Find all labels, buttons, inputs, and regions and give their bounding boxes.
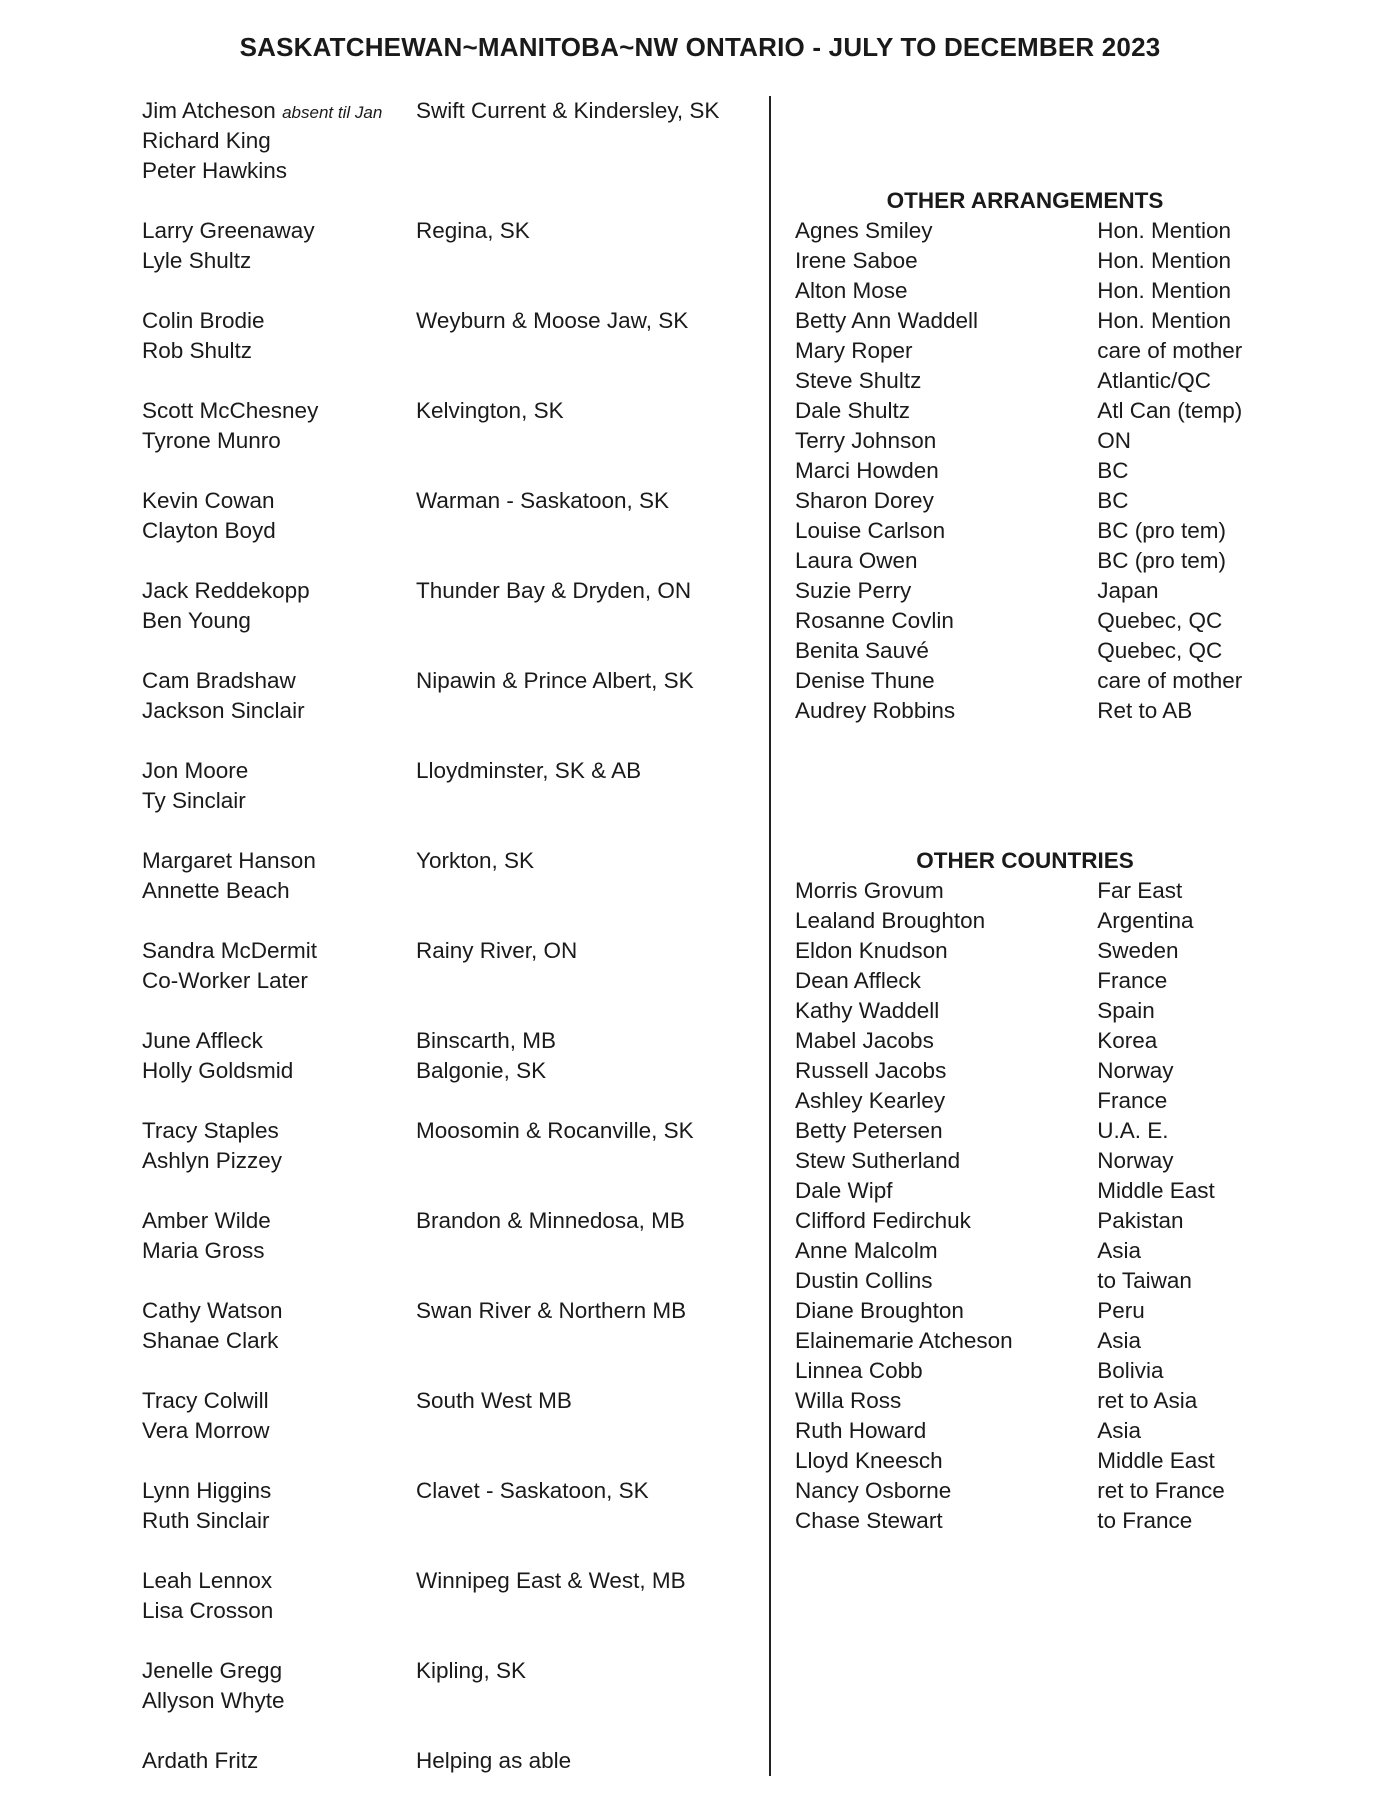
location-text: Yorkton, SK: [416, 848, 534, 873]
location-text: Swan River & Northern MB: [416, 1298, 687, 1323]
worker-name: [142, 486, 416, 516]
arrangement-row: [795, 636, 1275, 666]
worker-name: [142, 246, 416, 276]
location-text: Warman - Saskatoon, SK: [416, 488, 670, 513]
entry-name: Willa Ross: [795, 1388, 902, 1413]
worker-name: [142, 1416, 416, 1446]
entry-name: Irene Saboe: [795, 248, 918, 273]
worker-name: [142, 216, 416, 246]
assignment-names: [142, 1116, 416, 1176]
worker-name-text: Richard King: [142, 128, 271, 153]
arrangement-row: [795, 666, 1275, 696]
worker-name-text: Holly Goldsmid: [142, 1058, 294, 1083]
country-row: [795, 1206, 1275, 1236]
entry-name: Louise Carlson: [795, 518, 946, 543]
country-row: [795, 1326, 1275, 1356]
location-text: South West MB: [416, 1388, 572, 1413]
entry-name: Mabel Jacobs: [795, 1028, 934, 1053]
arrangement-row: [795, 246, 1275, 276]
worker-name-text: Clayton Boyd: [142, 518, 276, 543]
assignment-locations: [416, 1116, 756, 1176]
worker-name-text: Peter Hawkins: [142, 158, 288, 183]
location-text: Swift Current & Kindersley, SK: [416, 98, 720, 123]
worker-name: [142, 846, 416, 876]
assignment-names: [142, 396, 416, 456]
arrangement-row: [795, 396, 1275, 426]
worker-name-text: Kevin Cowan: [142, 488, 275, 513]
entry-name: Agnes Smiley: [795, 218, 933, 243]
location-text: Helping as able: [416, 1748, 572, 1773]
assignments-list: [142, 96, 762, 1806]
country-row: [795, 1056, 1275, 1086]
arrangement-row: [795, 576, 1275, 606]
other-countries-section: [795, 846, 1275, 1536]
assignment-group: [142, 306, 762, 366]
worker-name-text: Leah Lennox: [142, 1568, 273, 1593]
assignment-names: [142, 1656, 416, 1716]
assignment-names: [142, 1386, 416, 1446]
assignment-group: [142, 846, 762, 906]
country-row: [795, 1446, 1275, 1476]
worker-name: [142, 666, 416, 696]
entry-name: Rosanne Covlin: [795, 608, 954, 633]
column-divider: [769, 96, 771, 1776]
worker-name-text: Ty Sinclair: [142, 788, 246, 813]
worker-name: [142, 606, 416, 636]
assignment-locations: [416, 1566, 756, 1626]
assignment-locations: [416, 1476, 756, 1536]
entry-value: to Taiwan: [1097, 1268, 1192, 1293]
worker-name-text: Larry Greenaway: [142, 218, 315, 243]
assignment-group: [142, 1746, 762, 1776]
country-row: [795, 996, 1275, 1026]
entry-value: ret to France: [1097, 1478, 1225, 1503]
worker-name-text: Jon Moore: [142, 758, 249, 783]
entry-value: BC (pro tem): [1097, 518, 1226, 543]
entry-name: Ruth Howard: [795, 1418, 927, 1443]
assignment-group: [142, 1116, 762, 1176]
entry-name: Dale Wipf: [795, 1178, 893, 1203]
entry-name: Denise Thune: [795, 668, 935, 693]
assignment-group: [142, 756, 762, 816]
worker-name: [142, 1056, 416, 1086]
assignment-locations: [416, 936, 756, 996]
location-text: Balgonie, SK: [416, 1058, 547, 1083]
worker-name-text: Ashlyn Pizzey: [142, 1148, 283, 1173]
worker-name: [142, 786, 416, 816]
worker-name-text: Co-Worker Later: [142, 968, 308, 993]
entry-name: Alton Mose: [795, 278, 908, 303]
assignment-locations: [416, 846, 756, 906]
assignment-names: [142, 96, 416, 186]
country-row: [795, 1176, 1275, 1206]
worker-name: [142, 1686, 416, 1716]
entry-name: Clifford Fedirchuk: [795, 1208, 971, 1233]
entry-name: Laura Owen: [795, 548, 918, 573]
location-text: Kelvington, SK: [416, 398, 564, 423]
entry-value: Hon. Mention: [1097, 218, 1232, 243]
entry-name: Benita Sauvé: [795, 638, 929, 663]
worker-name: [142, 1596, 416, 1626]
worker-name: [142, 696, 416, 726]
worker-name-text: Margaret Hanson: [142, 848, 316, 873]
entry-value: Middle East: [1097, 1448, 1215, 1473]
entry-name: Elainemarie Atcheson: [795, 1328, 1013, 1353]
entry-value: Asia: [1097, 1328, 1141, 1353]
assignment-group: [142, 1296, 762, 1356]
arrangement-row: [795, 696, 1275, 726]
location-text: Binscarth, MB: [416, 1028, 557, 1053]
arrangement-row: [795, 606, 1275, 636]
absence-note: absent til Jan: [282, 103, 383, 122]
worker-name-text: Scott McChesney: [142, 398, 319, 423]
assignment-names: [142, 486, 416, 546]
worker-name-text: Jackson Sinclair: [142, 698, 305, 723]
worker-name-text: Ardath Fritz: [142, 1748, 259, 1773]
other-countries-header: OTHER COUNTRIES: [916, 848, 1134, 873]
worker-name: [142, 1206, 416, 1236]
entry-name: Kathy Waddell: [795, 998, 940, 1023]
worker-name-text: Jenelle Gregg: [142, 1658, 283, 1683]
arrangement-row: [795, 546, 1275, 576]
worker-name: [142, 96, 416, 126]
assignment-names: [142, 936, 416, 996]
country-row: [795, 1416, 1275, 1446]
entry-name: Marci Howden: [795, 458, 939, 483]
entry-name: Morris Grovum: [795, 878, 944, 903]
other-arrangements-section: [795, 186, 1275, 726]
entry-name: Dean Affleck: [795, 968, 921, 993]
worker-name: [142, 936, 416, 966]
location-text: Weyburn & Moose Jaw, SK: [416, 308, 689, 333]
entry-value: Pakistan: [1097, 1208, 1184, 1233]
entry-value: Argentina: [1097, 908, 1194, 933]
assignment-names: [142, 1026, 416, 1086]
entry-name: Ashley Kearley: [795, 1088, 946, 1113]
location-text: Thunder Bay & Dryden, ON: [416, 578, 692, 603]
country-row: [795, 876, 1275, 906]
worker-name: [142, 1506, 416, 1536]
entry-value: Asia: [1097, 1418, 1141, 1443]
location-text: Brandon & Minnedosa, MB: [416, 1208, 685, 1233]
worker-name: [142, 966, 416, 996]
assignment-locations: [416, 666, 756, 726]
worker-name-text: Lynn Higgins: [142, 1478, 272, 1503]
country-row: [795, 936, 1275, 966]
entry-name: Russell Jacobs: [795, 1058, 947, 1083]
worker-name-text: Lyle Shultz: [142, 248, 252, 273]
worker-name-text: June Affleck: [142, 1028, 263, 1053]
entry-value: Middle East: [1097, 1178, 1215, 1203]
assignment-locations: [416, 576, 756, 636]
entry-name: Diane Broughton: [795, 1298, 964, 1323]
entry-value: BC: [1097, 488, 1129, 513]
entry-name: Mary Roper: [795, 338, 913, 363]
location-text: Moosomin & Rocanville, SK: [416, 1118, 694, 1143]
worker-name: [142, 336, 416, 366]
country-row: [795, 1356, 1275, 1386]
entry-value: Korea: [1097, 1028, 1158, 1053]
worker-name: [142, 756, 416, 786]
entry-name: Eldon Knudson: [795, 938, 948, 963]
worker-name-text: Colin Brodie: [142, 308, 265, 333]
arrangement-row: [795, 456, 1275, 486]
entry-value: Hon. Mention: [1097, 278, 1232, 303]
worker-name: [142, 1146, 416, 1176]
assignment-names: [142, 666, 416, 726]
entry-value: care of mother: [1097, 338, 1243, 363]
worker-name: [142, 1656, 416, 1686]
entry-value: France: [1097, 968, 1168, 993]
assignment-group: [142, 96, 762, 186]
entry-value: Peru: [1097, 1298, 1145, 1323]
assignment-locations: [416, 1746, 756, 1776]
location-text: Lloydminster, SK & AB: [416, 758, 642, 783]
arrangement-row: [795, 336, 1275, 366]
entry-name: Dale Shultz: [795, 398, 911, 423]
assignment-group: [142, 1566, 762, 1626]
worker-name: [142, 1116, 416, 1146]
worker-name-text: Ruth Sinclair: [142, 1508, 270, 1533]
country-row: [795, 966, 1275, 996]
assignment-group: [142, 1206, 762, 1266]
entry-name: Dustin Collins: [795, 1268, 933, 1293]
country-row: [795, 1476, 1275, 1506]
assignment-locations: [416, 1656, 756, 1716]
worker-name-text: Allyson Whyte: [142, 1688, 285, 1713]
location-text: Clavet - Saskatoon, SK: [416, 1478, 649, 1503]
worker-name-text: Vera Morrow: [142, 1418, 270, 1443]
worker-name: [142, 426, 416, 456]
worker-name-text: Tracy Colwill: [142, 1388, 269, 1413]
entry-name: Anne Malcolm: [795, 1238, 938, 1263]
entry-name: Steve Shultz: [795, 368, 922, 393]
entry-name: Betty Petersen: [795, 1118, 943, 1143]
arrangement-row: [795, 216, 1275, 246]
worker-name-text: Lisa Crosson: [142, 1598, 274, 1623]
entry-value: Spain: [1097, 998, 1155, 1023]
worker-name-text: Sandra McDermit: [142, 938, 318, 963]
assignment-group: [142, 1386, 762, 1446]
entry-name: Betty Ann Waddell: [795, 308, 979, 333]
assignment-group: [142, 486, 762, 546]
assignment-group: [142, 936, 762, 996]
worker-name-text: Cathy Watson: [142, 1298, 283, 1323]
worker-name: [142, 516, 416, 546]
country-row: [795, 1506, 1275, 1536]
assignment-names: [142, 846, 416, 906]
assignment-names: [142, 216, 416, 276]
entry-value: Hon. Mention: [1097, 248, 1232, 273]
worker-name: [142, 306, 416, 336]
worker-name-text: Jim Atcheson: [142, 98, 276, 123]
entry-value: Quebec, QC: [1097, 608, 1223, 633]
entry-name: Terry Johnson: [795, 428, 937, 453]
location-text: Kipling, SK: [416, 1658, 527, 1683]
entry-value: Bolivia: [1097, 1358, 1164, 1383]
worker-name-text: Cam Bradshaw: [142, 668, 296, 693]
entry-name: Lloyd Kneesch: [795, 1448, 943, 1473]
country-row: [795, 1116, 1275, 1146]
arrangement-row: [795, 306, 1275, 336]
location-text: Winnipeg East & West, MB: [416, 1568, 686, 1593]
entry-value: Japan: [1097, 578, 1159, 603]
worker-name: [142, 1236, 416, 1266]
entry-value: Hon. Mention: [1097, 308, 1232, 333]
assignment-group: [142, 1476, 762, 1536]
worker-name-text: Tyrone Munro: [142, 428, 281, 453]
entry-value: Norway: [1097, 1058, 1174, 1083]
assignment-names: [142, 1566, 416, 1626]
worker-name-text: Annette Beach: [142, 878, 290, 903]
assignment-group: [142, 1656, 762, 1716]
location-text: Nipawin & Prince Albert, SK: [416, 668, 694, 693]
worker-name: [142, 1746, 416, 1776]
worker-name-text: Amber Wilde: [142, 1208, 271, 1233]
country-row: [795, 1026, 1275, 1056]
page-title: SASKATCHEWAN~MANITOBA~NW ONTARIO - JULY TO DECEMBER 2023: [239, 32, 1161, 62]
arrangement-row: [795, 276, 1275, 306]
country-row: [795, 1296, 1275, 1326]
country-row: [795, 1236, 1275, 1266]
assignment-locations: [416, 96, 756, 186]
assignment-names: [142, 1206, 416, 1266]
assignment-group: [142, 216, 762, 276]
arrangement-row: [795, 516, 1275, 546]
worker-name: [142, 576, 416, 606]
location-text: Regina, SK: [416, 218, 530, 243]
worker-name-text: Ben Young: [142, 608, 251, 633]
country-row: [795, 1386, 1275, 1416]
entry-name: Sharon Dorey: [795, 488, 934, 513]
assignment-locations: [416, 1026, 756, 1086]
arrangement-row: [795, 486, 1275, 516]
entry-value: France: [1097, 1088, 1168, 1113]
worker-name-text: Jack Reddekopp: [142, 578, 310, 603]
entry-name: Suzie Perry: [795, 578, 912, 603]
assignment-locations: [416, 1296, 756, 1356]
assignment-names: [142, 756, 416, 816]
assignment-locations: [416, 216, 756, 276]
other-arrangements-header: OTHER ARRANGEMENTS: [886, 188, 1164, 213]
assignment-names: [142, 1746, 416, 1776]
assignment-names: [142, 1476, 416, 1536]
assignment-locations: [416, 396, 756, 456]
location-text: Rainy River, ON: [416, 938, 578, 963]
assignment-locations: [416, 306, 756, 366]
worker-name: [142, 1296, 416, 1326]
entry-value: Sweden: [1097, 938, 1179, 963]
worker-name: [142, 396, 416, 426]
assignment-group: [142, 1026, 762, 1086]
worker-name: [142, 126, 416, 156]
country-row: [795, 1086, 1275, 1116]
entry-value: U.A. E.: [1097, 1118, 1169, 1143]
entry-value: Ret to AB: [1097, 698, 1193, 723]
assignment-names: [142, 576, 416, 636]
arrangement-row: [795, 426, 1275, 456]
worker-name: [142, 1476, 416, 1506]
worker-name-text: Maria Gross: [142, 1238, 265, 1263]
entry-name: Linnea Cobb: [795, 1358, 923, 1383]
assignment-locations: [416, 1206, 756, 1266]
entry-value: care of mother: [1097, 668, 1243, 693]
worker-name: [142, 1566, 416, 1596]
other-arrangements-list: [795, 216, 1275, 726]
entry-value: to France: [1097, 1508, 1193, 1533]
assignment-group: [142, 396, 762, 456]
arrangement-row: [795, 366, 1275, 396]
assignment-group: [142, 666, 762, 726]
country-row: [795, 906, 1275, 936]
entry-value: Norway: [1097, 1148, 1174, 1173]
entry-name: Audrey Robbins: [795, 698, 956, 723]
assignment-group: [142, 576, 762, 636]
assignment-locations: [416, 756, 756, 816]
entry-value: ret to Asia: [1097, 1388, 1198, 1413]
assignment-locations: [416, 486, 756, 546]
entry-value: Quebec, QC: [1097, 638, 1223, 663]
worker-name: [142, 1386, 416, 1416]
entry-value: Asia: [1097, 1238, 1141, 1263]
entry-value: BC (pro tem): [1097, 548, 1226, 573]
assignment-locations: [416, 1386, 756, 1446]
worker-name-text: Shanae Clark: [142, 1328, 279, 1353]
assignment-names: [142, 1296, 416, 1356]
worker-name: [142, 1026, 416, 1056]
entry-name: Chase Stewart: [795, 1508, 943, 1533]
entry-value: ON: [1097, 428, 1131, 453]
worker-name: [142, 156, 416, 186]
entry-name: Stew Sutherland: [795, 1148, 961, 1173]
entry-value: Far East: [1097, 878, 1183, 903]
country-row: [795, 1146, 1275, 1176]
other-countries-list: [795, 876, 1275, 1536]
entry-value: BC: [1097, 458, 1129, 483]
worker-name: [142, 876, 416, 906]
entry-value: Atl Can (temp): [1097, 398, 1243, 423]
worker-name-text: Tracy Staples: [142, 1118, 279, 1143]
country-row: [795, 1266, 1275, 1296]
entry-value: Atlantic/QC: [1097, 368, 1212, 393]
entry-name: Lealand Broughton: [795, 908, 986, 933]
assignment-names: [142, 306, 416, 366]
worker-name: [142, 1326, 416, 1356]
worker-name-text: Rob Shultz: [142, 338, 253, 363]
entry-name: Nancy Osborne: [795, 1478, 952, 1503]
